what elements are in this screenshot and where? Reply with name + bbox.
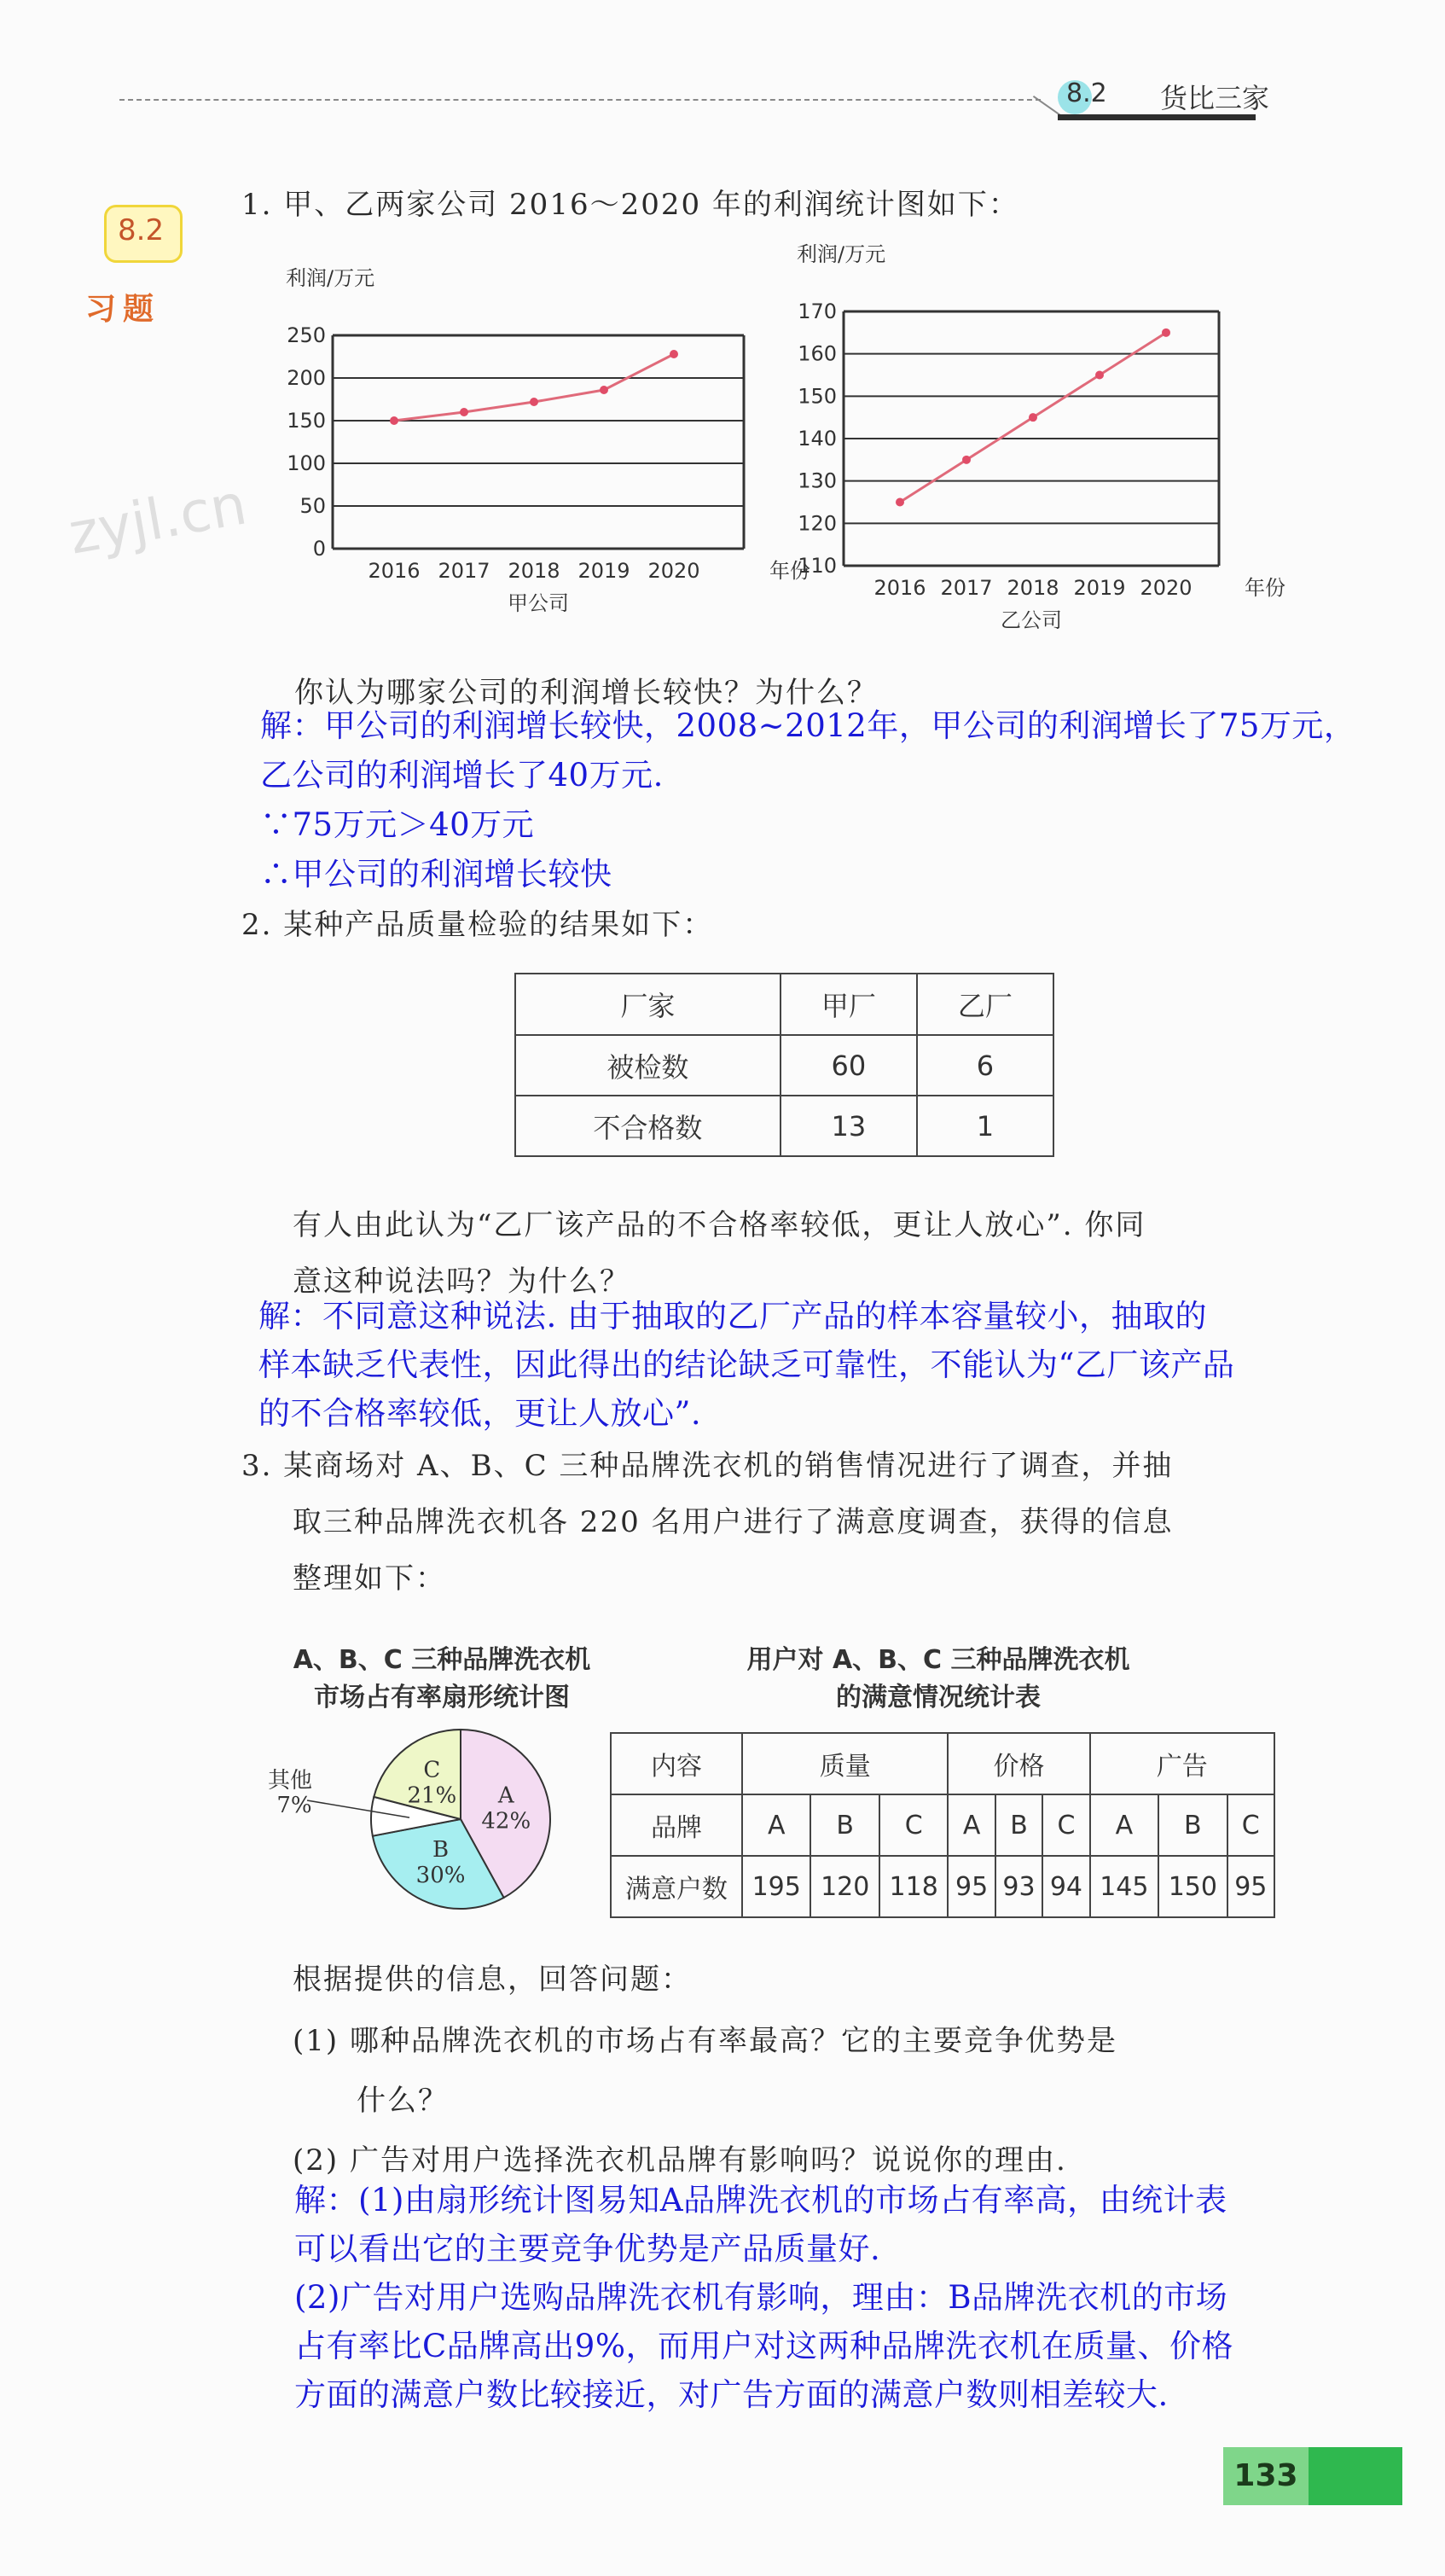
data-point [1029,413,1037,422]
q2-table-header: 厂家 [515,974,781,1035]
q3-table-count: 120 [810,1856,879,1917]
y-tick-label: 120 [798,511,837,536]
data-point [896,498,904,507]
y-tick-label: 50 [299,494,326,518]
q3-table-count: 150 [1158,1856,1227,1917]
x-tick-label: 2017 [438,559,490,583]
pie-label-pct: 7% [276,1793,312,1818]
y-axis-label: 利润/万元 [286,266,375,290]
q2-answer-line: 的不合格率较低，更让人放心”. [258,1395,702,1432]
data-point [1162,329,1170,337]
q2-question-l2: 意这种说法吗？为什么？ [293,1265,630,1299]
q3-table-count-label: 满意户数 [611,1856,742,1917]
y-tick-label: 150 [287,409,326,433]
y-axis-label: 利润/万元 [797,242,886,266]
q3-table-brand: B [1158,1794,1227,1856]
q3-table-count: 195 [742,1856,810,1917]
q3-table-content-label: 内容 [611,1733,742,1794]
y-tick-label: 140 [798,427,837,451]
q3-table-brand: C [879,1794,948,1856]
q2-answer-line: 解：不同意这种说法. 由于抽取的乙厂产品的样本容量较小，抽取的 [258,1298,1208,1335]
q3-table-count: 118 [879,1856,948,1917]
q3-table-count: 95 [948,1856,995,1917]
pie-chart [267,1724,589,1928]
q3-table-brand: B [810,1794,879,1856]
x-axis-label: 年份 [769,559,810,583]
q3-table-brand: B [995,1794,1042,1856]
table-caption [699,1638,1177,1713]
q2-table-cell: 13 [781,1096,917,1156]
q2-table-cell: 1 [917,1096,1053,1156]
pie-caption [263,1638,621,1713]
q3-sub2: (2) 广告对用户选择洗衣机品牌有影响吗？说说你的理由. [293,2143,1067,2178]
page-number: 133 [1223,2447,1309,2505]
x-tick-label: 2020 [1140,576,1193,600]
pie-label-pct: 21% [407,1782,457,1809]
q2-answer-line: 样本缺乏代表性，因此得出的结论缺乏可靠性，不能认为“乙厂该产品 [258,1346,1235,1383]
pie-label-name: C [423,1757,441,1783]
data-point [962,456,971,464]
x-tick-label: 2019 [577,559,630,583]
q1-answer [260,701,1355,899]
q3-table-group: 价格 [948,1733,1089,1794]
q3-table-count: 145 [1090,1856,1158,1917]
q3-table-brand: C [1042,1794,1089,1856]
x-tick-label: 2017 [940,576,993,600]
table-caption-l1: 用户对 A、B、C 三种品牌洗衣机 [746,1645,1130,1675]
y-tick-label: 0 [312,537,326,561]
section-title: 货比三家 [1160,82,1270,114]
series-line [394,354,674,421]
q1-answer-line: 乙公司的利润增长了40万元. [260,757,664,794]
q2-table-header: 乙厂 [917,974,1053,1035]
badge-label: 8.2 [118,213,165,247]
q1-question: 你认为哪家公司的利润增长较快？为什么？ [294,676,878,710]
q2-answer [258,1292,1234,1438]
q3-answer [294,2176,1233,2419]
table-caption-l2: 的满意情况统计表 [836,1683,1041,1712]
data-point [460,408,468,416]
q3-table-brand: A [1090,1794,1158,1856]
x-tick-label: 2020 [647,559,700,583]
pie-label-name: B [432,1836,450,1863]
pie-label-pct: 42% [481,1808,531,1835]
q3-table [610,1732,1275,1918]
data-point [1095,371,1104,380]
q2-table-cell: 被检数 [515,1035,781,1096]
y-tick-label: 100 [287,451,326,475]
pie-caption-l2: 市场占有率扇形统计图 [314,1683,570,1712]
q3-text-l2: 取三种品牌洗衣机各 220 名用户进行了满意度调查，获得的信息 [293,1505,1174,1539]
y-tick-label: 110 [798,554,837,578]
header-bar [1058,114,1256,120]
q2-table-cell: 60 [781,1035,917,1096]
q1-text: 1. 甲、乙两家公司 2016～2020 年的利润统计图如下： [241,188,1019,222]
q3-table-brand: A [742,1794,810,1856]
q1-answer-line: ∵75万元＞40万元 [260,806,535,843]
q3-sub1-l1: (1) 哪种品牌洗衣机的市场占有率最高？它的主要竞争优势是 [293,2024,1117,2058]
chart-title: 乙公司 [1001,608,1062,632]
pie-label-pct: 30% [415,1862,466,1888]
q3-prompt: 根据提供的信息，回答问题： [293,1963,692,1997]
x-axis-label: 年份 [1245,576,1285,600]
q2-table-cell: 6 [917,1035,1053,1096]
chart-yi [798,239,1292,640]
q3-sub1-l2: 什么？ [357,2084,449,2118]
q3-table-group: 质量 [742,1733,948,1794]
section-number: 8.2 [1066,79,1107,108]
header-rule [119,99,1041,101]
y-tick-label: 130 [798,468,837,493]
x-tick-label: 2018 [1007,576,1059,600]
q3-table-brand: A [948,1794,995,1856]
q3-table-brand: C [1227,1794,1274,1856]
y-tick-label: 250 [287,323,326,347]
x-tick-label: 2019 [1073,576,1126,600]
q3-text-l3: 整理如下： [293,1561,446,1596]
chart-title: 甲公司 [508,591,569,615]
x-tick-label: 2016 [873,576,926,600]
q3-table-count: 95 [1227,1856,1274,1917]
y-tick-label: 160 [798,341,837,366]
y-tick-label: 170 [798,299,837,323]
data-point [390,416,398,425]
y-tick-label: 200 [287,366,326,390]
q1-answer-line: ∴甲公司的利润增长较快 [260,856,612,893]
pie-label-name: A [497,1782,514,1809]
q3-table-count: 93 [995,1856,1042,1917]
q3-answer-line: 占有率比C品牌高出9%，而用户对这两种品牌洗衣机在质量、价格 [294,2328,1234,2364]
data-point [530,398,538,406]
q3-table-group: 广告 [1090,1733,1274,1794]
q1-answer-line: 解：甲公司的利润增长较快，2008~2012年，甲公司的利润增长了75万元， [260,707,1356,744]
y-tick-label: 150 [798,384,837,409]
q3-answer-line: 可以看出它的主要竞争优势是产品质量好. [294,2230,881,2267]
q3-answer-line: 解：(1)由扇形统计图易知A品牌洗衣机的市场占有率高，由统计表 [294,2182,1227,2218]
q2-table [514,973,1054,1157]
pie-label-name: 其他 [267,1768,313,1794]
chart-jia [273,256,810,623]
x-tick-label: 2018 [508,559,560,583]
pie-caption-l1: A、B、C 三种品牌洗衣机 [293,1645,591,1675]
badge-title: 习题 [85,292,161,327]
q2-table-header: 甲厂 [781,974,917,1035]
q2-table-cell: 不合格数 [515,1096,781,1156]
q3-table-count: 94 [1042,1856,1089,1917]
data-point [670,350,678,358]
q2-text: 2. 某种产品质量检验的结果如下： [241,908,714,942]
q2-question-l1: 有人由此认为“乙厂该产品的不合格率较低，更让人放心”. 你同 [293,1208,1146,1242]
watermark: zyjl.cn [63,471,252,567]
q3-text-l1: 3. 某商场对 A、B、C 三种品牌洗衣机的销售情况进行了调查，并抽 [241,1449,1174,1483]
q3-table-brand-label: 品牌 [611,1794,742,1856]
data-point [600,386,608,394]
q3-answer-line: (2)广告对用户选购品牌洗衣机有影响，理由：B品牌洗衣机的市场 [294,2279,1228,2316]
x-tick-label: 2016 [368,559,421,583]
q3-answer-line: 方面的满意户数比较接近，对广告方面的满意户数则相差较大. [294,2376,1169,2413]
